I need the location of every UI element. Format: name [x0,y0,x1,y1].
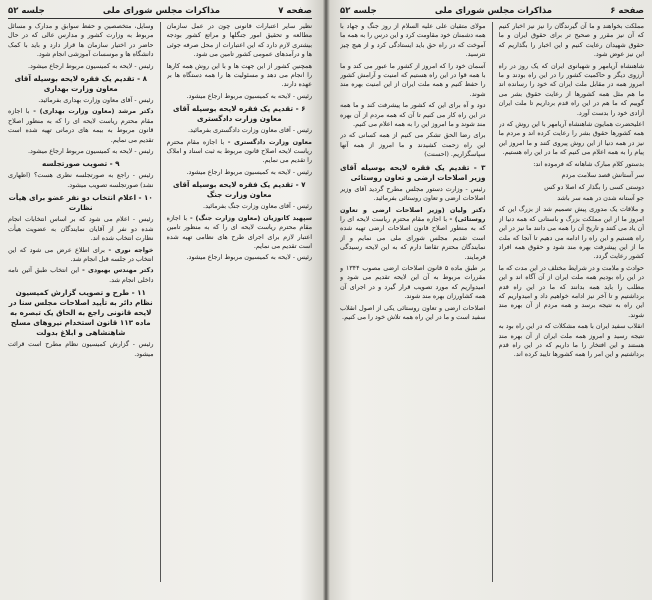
paragraph-text: رئیس - اعلام می شود که بر اساس انتخابات انجام شده دو نفر از آقایان نمایندگان به عضویت هیأت نظارت انتخاب شده اند. [8,215,154,243]
paragraph [340,62,486,100]
paragraph [499,264,645,320]
session-number: جلسه ۵۲ [340,6,377,16]
speaker-name: دکتر ولیان (وزیر اصلاحات ارضی و تعاون روستائی) - [340,205,486,223]
paragraph-text: با اجازه مقام محترم ریاست لایحه ای را که به منظور اصلاح قانون مربوط به بیمه های درمانی تهیه شده است تقدیم می نمایم. [8,107,154,144]
paragraph-text: حوادث و ملامت و در شرایط مختلف در این مدت که ما در این راه بودیم همه ملت ایران از آن آگاه اند و این مطلب را باید همه بدانند که ما در این راه قدم برداشتیم و تا آخر نیز ادامه خواهیم داد و امیدواریم که این راه به نتیجه برسد و همه مردم از آن بهره مند شوند. [498,263,644,319]
paragraph-text: رئیس - گزارش کمیسیون نظام مطرح است قرائت میشود. [8,340,154,358]
paragraph [8,62,154,71]
paragraph-text: رئیس - آقای معاون وزارت جنگ بفرمائید. [203,202,312,211]
paragraph [8,147,154,156]
paragraph-text: ۷ - تقدیم یک فقره لایحه بوسیله آقای معاون وزارت جنگ [173,180,306,200]
left-page-header [8,6,312,19]
section-heading [8,288,154,338]
paragraph [340,185,486,204]
column-divider [492,22,493,582]
right-page-column-1 [499,22,645,582]
paragraph [340,304,486,323]
paragraph-text: ۱۰ - اعلام انتخاب دو نفر عضو برای هیأت نظارت [8,193,153,213]
paragraph-text: ۳ - تقدیم یک فقره لایحه بوسیله آقای وزیر اصلاحات ارضی و تعاون روستائی [340,162,486,182]
paragraph-text: دود و آه برای این که کشور ما پیشرفت کند و ما همه در این راه کار می کنیم تا آن که همه مردم از آن بهره مند شوند و ما امروز این را به همه اعلام می کنیم. [340,101,486,129]
page-number: صفحه ۷ [278,6,312,16]
paragraph-text: بر طبق ماده ۵ قانون اصلاحات ارضی مصوب ۱۳۴۴ و مقررات مربوط به آن این لایحه تقدیم می شود و امیدواریم که مورد تصویب قرار گیرد و در اجرای آن همه کشاورزان بهره مند شوند. [340,263,486,301]
section-heading [167,180,313,200]
speaker-name: معاون وزارت دادگستری - [224,137,312,146]
paragraph-text: اعلیحضرت همایون شاهنشاه آریامهر با این روش که در همه کشورها حقوق بشر را رعایت کرده اند و مردم ما نیز در همه دنیا از این روش پیروی کنند و ما امروز این پیام را به همه اعلام می کنیم که ما در این راه هستیم. [498,120,644,157]
paragraph-text: انقلاب سفید ایران با همه مشکلات که در این راه بود به نتیجه رسید و امروز همه ملت ایران از آن بهره مند هستند و این افتخار را ما داریم که در این راه قدم برداشتیم و این امر را همه کشورها تایید کرده اند. [498,322,644,359]
paragraph [167,126,313,135]
paragraph [167,202,313,211]
paragraph [340,206,486,262]
left-page-column-2 [8,22,154,582]
paragraph-text: رئیس - آقای معاون وزارت دادگستری بفرمائید. [187,126,312,135]
paragraph-text: رئیس - وزارت دستور مجلس مطرح گردید آقای وزیر اصلاحات ارضی و تعاون روستائی بفرمائید. [340,184,486,203]
paragraph-text: ۱۱ - طرح و تصویب گزارش کمیسیون نظام دائر به تأیید اصلاحات مجلس سنا در لایحه قانونی راجع به الحاق یک تبصره به ماده ۱۱۳ قانون استخدام نیروهای مسلح شاهنشاهی و ابلاغ بدولت [8,288,153,338]
speaker-name: سپهبد کاتوزیان (معاون وزارت جنگ) - [187,213,312,222]
section-heading [8,193,154,213]
left-page-column-1 [167,22,313,582]
paragraph [167,92,313,101]
paragraph [499,194,645,203]
paragraph [8,96,154,105]
paragraph-text: همچنین کشور از این جهت ها و با این روش همه کارها را انجام می دهد و مسئولیت ها را همه دستگاه ها بر عهده دارند. [166,61,312,89]
paragraph-text: ۶ - تقدیم یک فقره لایحه بوسیله آقای معاون وزارت دادگستری [173,104,306,124]
paragraph-text: با اجازه مقام محترم ریاست لایحه ای را که به منظور اصلاح قانون اصلاحات ارضی تهیه شده است تقدیم مجلس شورای ملی می نمایم و از نمایندگان محترم تقاضا دارم که به این لایحه رسیدگی فرمایند. [340,214,486,261]
paragraph [8,266,154,285]
paragraph-text: ۹ - تصویب صورتجلسه [41,159,120,169]
paragraph [340,264,486,302]
paragraph-text: آسمان خود را که امروز از کشور ما عبور می کند و ما با همه قوا در این راه هستیم که امنیت و آرامش کشور را حفظ کنیم و همه ملت ایران از این امنیت بهره مند شوند. [340,61,486,98]
paragraph [167,253,313,262]
paragraph [499,205,645,261]
paragraph-text: اصلاحات ارضی و تعاون روستائی یکی از اصول انقلاب سفید است و ما در این راه همه تلاش خود را می کنیم. [340,303,486,321]
paragraph-text: این انتخاب طبق آئین نامه داخلی انجام شد. [8,266,154,284]
left-page [0,0,322,600]
paragraph [8,171,154,190]
paragraph-text: بدستور کلام مبارک شاهانه که فرموده اند: [533,159,644,168]
section-heading [167,104,313,124]
paragraph [8,340,154,359]
paragraph-text: نظیر سایر اعتبارات قانونی چون در عمل سازمان مطالعه و تحقیق امور جنگلها و مراتع کشور بودجه بیشتری لازم دارد که این اعتبارات از محل صرفه جوئی ها و درآمدهای عمومی کشور تامین می شود. [166,22,312,59]
paragraph [8,215,154,243]
paragraph-text: دوستی کسی را بگذار که اصلا دو کس [544,182,644,191]
right-page-column-2 [340,22,486,582]
paragraph [8,107,154,145]
paragraph [8,246,154,265]
page-title: مذاکرات مجلس شورای ملی [102,6,221,16]
right-page-header [340,6,644,19]
paragraph-text: رئیس - لایحه به کمیسیون مربوط ارجاع میشود. [27,147,154,156]
section-heading [8,74,154,94]
speaker-name: دکتر مرشد (معاون وزارت بهداری) - [29,107,154,116]
section-heading [340,163,486,183]
paragraph-text: رئیس - راجع به صورتجلسه نظری هست؟ (اظهاری نشد) صورتجلسه تصویب میشود. [8,171,154,189]
paragraph [340,22,486,60]
paragraph [499,160,645,169]
paragraph [499,322,645,360]
paragraph [499,120,645,158]
speaker-name: دکتر مهندس بهبودی - [79,266,154,275]
paragraph-text: سر آستانش قصد سلامت مردم [561,171,644,180]
paragraph [167,138,313,166]
paragraph-text: با اجازه مقام محترم ریاست لایحه ای را که به منظور تامین اعتبار لازم برای اجرای طرح های نظامی تهیه شده است تقدیم می نمایم. [166,213,312,250]
page-title: مذاکرات مجلس شورای ملی [434,6,553,16]
paragraph-text: رئیس - لایحه به کمیسیون مربوط ارجاع میشود. [186,253,312,262]
paragraph [340,101,486,129]
paragraph-text: مولای متقیان علی علیه السلام از روز جنگ و جهاد با همه دشمنان خود مقاومت کرد و این درس را به همه ما آموخت که در راه حق باید ایستادگی کرد و از هیچ چیز نترسید. [340,22,486,59]
paragraph [499,183,645,192]
section-heading [8,159,154,169]
paragraph-text: برای رضا الحق تشکر می کنیم از همه کسانی که در این راه زحمت کشیدند و ما امروز از همه آنها سپاسگزاریم. (احسنت) [340,131,486,159]
page-number: صفحه ۶ [610,6,644,16]
paragraph [340,131,486,159]
paragraph-text: رئیس - لایحه به کمیسیون مربوط ارجاع میشود. [186,167,312,176]
column-divider [160,22,161,582]
paragraph [499,22,645,60]
paragraph-text: مملکت بخواهند و ما آن گیرندگان را نیز نیز اخبار کنیم که آن نیز مقرر و صحیح تر برای حقوق ایران و ما حقوق شهیدان رعایت کنیم و این اخبار را بگذاریم که این نیز عوض شود. [498,22,644,59]
paragraph-text: برای اطلاع عرض می شود که این انتخاب در جلسه قبل انجام شد. [8,245,154,263]
paragraph-text: رئیس - لایحه به کمیسیون مربوط ارجاع میشود. [186,91,312,100]
session-number: جلسه ۵۲ [8,6,45,16]
paragraph-text: رئیس - لایحه به کمیسیون مربوط ارجاع میشود. [27,61,154,70]
paragraph [167,168,313,177]
paragraph [167,62,313,90]
paragraph [499,62,645,118]
paragraph [499,171,645,180]
paragraph-text: با اجازه مقام محترم ریاست لایحه اصلاح قانون مربوط به ثبت اسناد و املاک را تقدیم می نمایم. [166,137,312,165]
paragraph-text: شاهنشاه آریامهر و شهبانوی ایران که یک روز در راه آرزوی دیگر و حاکمیت کشور را در این راه بودند و ما امروز همه در مقابل ملت ایران که خود را رسانده اند ما هم مثل همه کشورها از رعایت حقوق بشر می گوییم که ما هم در این راه قدم برداریم تا ملت ایران آزادی خود را بدست آورد. [498,61,644,117]
speaker-name: خواجه نوری - [104,245,154,254]
paragraph [167,22,313,60]
right-page [330,0,652,600]
paragraph-text: رئیس - آقای معاون وزارت بهداری بفرمائید. [38,96,154,105]
paragraph [8,22,154,60]
paragraph [167,214,313,252]
paragraph-text: و ملاقات یک مدوری پیش تصمیم شد از بزرگ این که امروز ما از این مملکت بزرگ و باستانی که همه دنیا از آن یاد می کنند و تاریخ آن را همه می دانند ما نیز در این راه هستیم و این راه را ادامه می دهیم تا آنجا که ملت ما از این پیشرفت بهره مند شود و حقوق همه افراد کشور رعایت گردد. [498,205,644,261]
paragraph-text: جو آستانه شدن در همه سر باشد [557,193,644,202]
paragraph-text: وسایل، متخصصین و حفظ سوابق و مدارک و مسائل مربوط به وزارت کشور و مدارس عالی که در حال حاضر در اختیار سازمان ها قرار دارد و باید با کمک دانشگاه ها و موسسات آموزشی انجام شود. [8,22,154,59]
paragraph-text: ۸ - تقدیم یک فقره لایحه بوسیله آقای معاون وزارت بهداری [14,74,147,94]
